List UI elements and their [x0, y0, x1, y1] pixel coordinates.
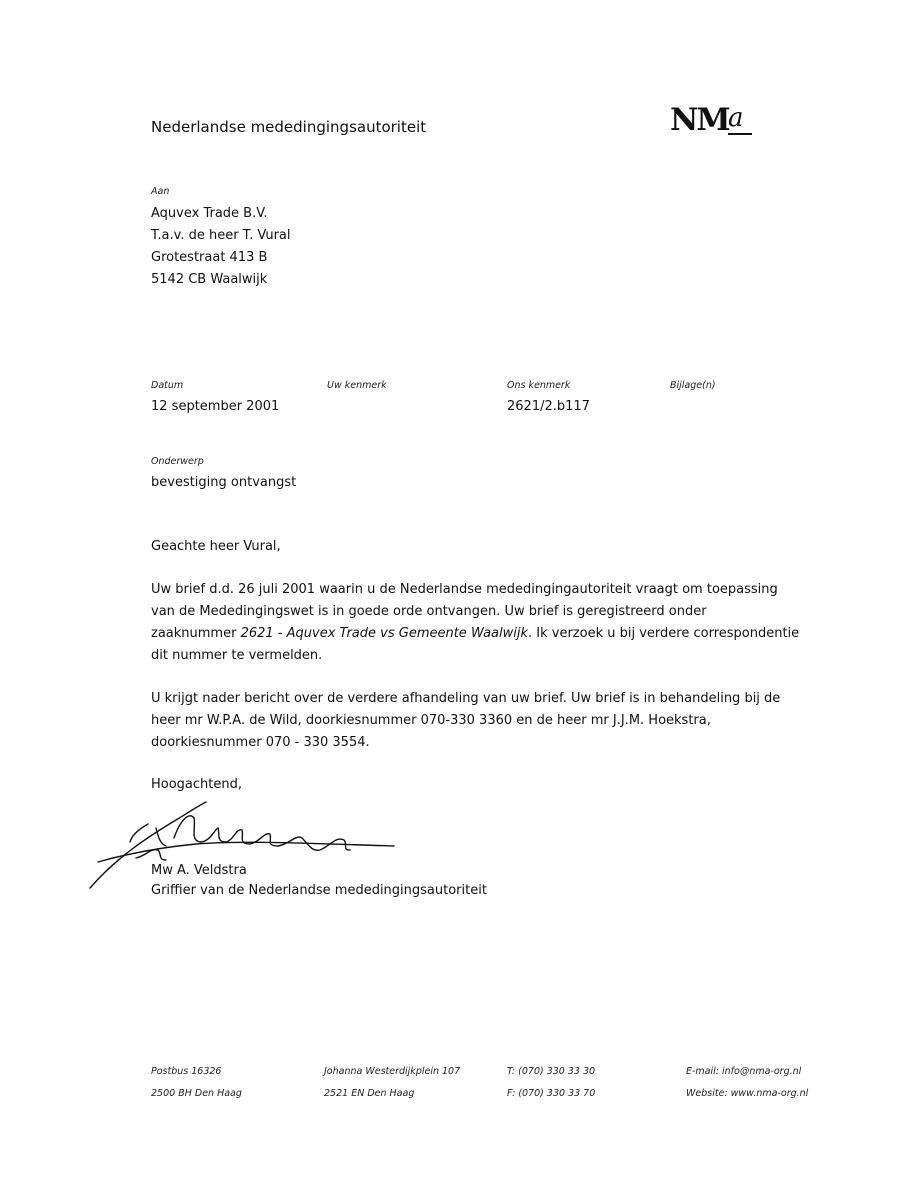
footer-postcode-street: 2521 EN Den Haag	[324, 1088, 415, 1099]
body-p1-line1: Uw brief d.d. 26 juli 2001 waarin u de Nederlandse mededingingautoriteit vraagt om toepassing	[151, 582, 778, 597]
address-company: Aquvex Trade B.V.	[151, 206, 268, 221]
body-p2-line3: doorkiesnummer 070 - 330 3554.	[151, 735, 370, 750]
signatory-title: Griffier van de Nederlandse mededingingsautoriteit	[151, 883, 487, 898]
case-prefix: zaaknummer	[151, 626, 241, 641]
handwritten-signature	[86, 798, 416, 890]
footer-fax: F: (070) 330 33 70	[507, 1088, 596, 1099]
subject-value: bevestiging ontvangst	[151, 475, 297, 490]
datum-label: Datum	[151, 380, 184, 391]
address-attention: T.a.v. de heer T. Vural	[151, 228, 291, 243]
ons-kenmerk-value: 2621/2.b117	[507, 399, 590, 414]
address-street: Grotestraat 413 B	[151, 250, 268, 265]
body-p1-line4: dit nummer te vermelden.	[151, 648, 323, 663]
uw-kenmerk-label: Uw kenmerk	[327, 380, 387, 391]
footer-website[interactable]: Website: www.nma-org.nl	[686, 1088, 809, 1099]
case-reference: 2621 - Aquvex Trade vs Gemeente Waalwijk	[240, 626, 529, 641]
footer-email[interactable]: E-mail: info@nma-org.nl	[686, 1066, 802, 1077]
footer-telephone: T: (070) 330 33 30	[507, 1066, 596, 1077]
case-suffix: . Ik verzoek u bij verdere correspondentie	[528, 626, 800, 641]
organization-name: Nederlandse mededingingsautoriteit	[151, 118, 427, 136]
body-p2-line2: heer mr W.P.A. de Wild, doorkiesnummer 070-330 3360 en de heer mr J.J.M. Hoekstra,	[151, 713, 711, 728]
body-p2-line1: U krijgt nader bericht over de verdere afhandeling van uw brief. Uw brief is in behandeling bij de	[151, 691, 781, 706]
bijlage-label: Bijlage(n)	[670, 380, 716, 391]
body-p1-line2: van de Mededingingswet is in goede orde ontvangen. Uw brief is geregistreerd onder	[151, 604, 707, 619]
salutation: Geachte heer Vural,	[151, 539, 281, 554]
svg-text:NM: NM	[670, 102, 729, 138]
footer-postbus: Postbus 16326	[151, 1066, 222, 1077]
svg-text:a: a	[728, 103, 744, 133]
signatory-name: Mw A. Veldstra	[151, 863, 247, 878]
footer-postcode-postbus: 2500 BH Den Haag	[151, 1088, 242, 1099]
footer-street: Johanna Westerdijkplein 107	[324, 1066, 461, 1077]
address-city: 5142 CB Waalwijk	[151, 272, 268, 287]
subject-label: Onderwerp	[151, 456, 204, 467]
body-p1-line3	[151, 623, 799, 645]
datum-value: 12 september 2001	[151, 399, 280, 414]
ons-kenmerk-label: Ons kenmerk	[507, 380, 571, 391]
nma-logo	[668, 96, 758, 142]
address-label: Aan	[151, 186, 170, 197]
closing: Hoogachtend,	[151, 777, 243, 792]
